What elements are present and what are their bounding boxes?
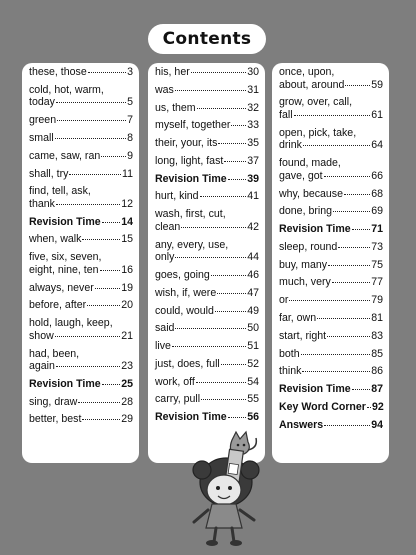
contents-entry [155, 358, 259, 371]
entry-line [279, 127, 383, 140]
girl-with-pencil-illustration [186, 430, 266, 548]
entry-title: these, those [29, 66, 87, 78]
dot-leader [175, 327, 246, 329]
contents-entry [279, 157, 383, 182]
entry-line-with-page [279, 401, 383, 414]
contents-entry [29, 396, 133, 409]
entry-line-with-page [29, 114, 133, 127]
contents-entry [155, 102, 259, 115]
contents-entry [155, 340, 259, 353]
contents-entry [155, 376, 259, 389]
entry-line-with-page [155, 376, 259, 389]
entry-line-with-page [279, 276, 383, 289]
entry-line-with-page [155, 269, 259, 282]
contents-entry [155, 137, 259, 150]
entry-line-with-page [279, 419, 383, 432]
entry-line-with-page [155, 358, 259, 371]
entry-title: much, very [279, 276, 331, 289]
dot-leader [294, 114, 371, 116]
entry-title: gave, got [279, 169, 323, 182]
entry-title: Revision Time [279, 223, 351, 236]
page-number: 12 [121, 197, 133, 210]
entry-title: once, upon, [279, 66, 335, 78]
page-number: 79 [371, 294, 383, 307]
entry-title: could, would [155, 304, 214, 317]
entry-title: thank [29, 197, 55, 210]
contents-entry [29, 168, 133, 181]
entry-title: when, walk [29, 233, 82, 246]
page-number: 71 [371, 223, 383, 236]
entry-title: again [29, 360, 55, 373]
entry-title: far, own [279, 311, 317, 324]
page-number: 11 [122, 167, 133, 180]
entry-title: cold, hot, warm, [29, 83, 104, 96]
page-number: 54 [247, 375, 259, 388]
dot-leader [191, 71, 246, 73]
entry-title: hurt, kind [155, 190, 199, 203]
contents-entry [29, 233, 133, 246]
contents-entry [279, 223, 383, 236]
contents-entry [155, 393, 259, 406]
entry-line-with-page [29, 378, 133, 391]
contents-entry [29, 251, 133, 276]
entry-line-with-page [29, 132, 133, 145]
contents-entry [29, 66, 133, 79]
page-number: 33 [247, 119, 259, 132]
dot-leader [352, 388, 371, 390]
dot-leader [56, 203, 120, 205]
page-number: 5 [127, 96, 133, 109]
entry-title: or [279, 294, 289, 307]
entry-line-with-page [155, 173, 259, 186]
dot-leader [56, 365, 120, 367]
contents-entry [29, 132, 133, 145]
entry-line-with-page [279, 241, 383, 254]
dot-leader [317, 317, 370, 319]
entry-line-with-page [29, 264, 133, 277]
contents-entry [279, 365, 383, 378]
entry-line-with-page [29, 330, 133, 343]
page-number: 51 [247, 340, 259, 353]
dot-leader [95, 287, 120, 289]
entry-title: wish, if, were [155, 286, 217, 299]
entry-line-with-page [279, 205, 383, 218]
contents-entry [29, 378, 133, 391]
entry-line-with-page [279, 109, 383, 122]
dot-leader [289, 299, 370, 301]
entry-line-with-page [155, 137, 259, 150]
dot-leader [87, 304, 120, 306]
contents-entry [155, 287, 259, 300]
entry-title: sing, draw [29, 395, 78, 408]
entry-line [29, 317, 133, 330]
contents-entry [155, 305, 259, 318]
contents-column-1 [22, 63, 139, 463]
contents-entry [29, 299, 133, 312]
entry-title: us, them [155, 101, 196, 114]
page-number: 19 [121, 281, 133, 294]
entry-title: show [29, 329, 54, 342]
entry-line-with-page [279, 79, 383, 92]
dot-leader [55, 137, 126, 139]
entry-line-with-page [155, 102, 259, 115]
dot-leader [200, 195, 247, 197]
dot-leader [221, 363, 246, 365]
contents-column-2 [148, 63, 265, 463]
entry-title: done, bring [279, 205, 333, 218]
entry-line-with-page [279, 188, 383, 201]
entry-title: Revision Time [29, 215, 101, 228]
entry-title: buy, many [279, 258, 328, 271]
page-number: 81 [371, 311, 383, 324]
dot-leader [345, 84, 370, 86]
entry-title: both [279, 347, 300, 360]
page-number: 41 [247, 190, 259, 203]
page-number: 7 [127, 114, 133, 127]
dot-leader [88, 71, 126, 73]
entry-title: was [155, 83, 174, 96]
entry-line-with-page [29, 282, 133, 295]
entry-title: before, after [29, 299, 87, 312]
entry-line [279, 96, 383, 109]
entry-line-with-page [29, 360, 133, 373]
entry-title: hold, laugh, keep, [29, 317, 113, 330]
dot-leader [82, 418, 120, 420]
dot-leader [55, 335, 120, 337]
contents-entry [155, 411, 259, 424]
page-number: 35 [247, 137, 259, 150]
dot-leader [327, 335, 370, 337]
contents-entry [29, 114, 133, 127]
entry-title: Revision Time [155, 411, 227, 424]
page-number: 85 [371, 347, 383, 360]
page-number: 32 [247, 101, 259, 114]
page-number: 68 [371, 187, 383, 200]
dot-leader [324, 424, 370, 426]
entry-line [155, 239, 259, 252]
page-title: Contents [148, 24, 266, 54]
page-number: 77 [371, 276, 383, 289]
contents-entry [155, 155, 259, 168]
entry-line-with-page [279, 330, 383, 343]
entry-title: live [155, 340, 171, 353]
entry-title: clean [155, 220, 181, 233]
contents-entry [29, 413, 133, 426]
dot-leader [328, 264, 370, 266]
entry-title: why, because [279, 187, 343, 200]
entry-title: carry, pull [155, 393, 201, 406]
contents-entry [279, 188, 383, 201]
dot-leader [100, 269, 121, 271]
entry-line-with-page [29, 198, 133, 211]
entry-title: five, six, seven, [29, 251, 102, 264]
dot-leader [78, 401, 120, 403]
contents-entry [155, 84, 259, 97]
entry-line-with-page [29, 216, 133, 229]
entry-title: had, been, [29, 347, 80, 360]
contents-entry [279, 330, 383, 343]
dot-leader [333, 210, 370, 212]
contents-entry [279, 241, 383, 254]
dot-leader [196, 381, 246, 383]
page-number: 49 [247, 304, 259, 317]
page-number: 44 [247, 251, 259, 264]
entry-line-with-page [279, 294, 383, 307]
entry-title: his, her [155, 66, 190, 78]
contents-entry [155, 269, 259, 282]
entry-title: drink [279, 139, 302, 152]
entry-title: eight, nine, ten [29, 263, 99, 276]
contents-entry [29, 150, 133, 163]
dot-leader [102, 383, 121, 385]
entry-line-with-page [279, 348, 383, 361]
contents-entry [279, 259, 383, 272]
page-number: 86 [371, 365, 383, 378]
page-number: 25 [121, 377, 133, 390]
page-number: 47 [247, 286, 259, 299]
contents-entry [279, 127, 383, 152]
dot-leader [197, 107, 247, 109]
entry-line-with-page [279, 365, 383, 378]
entry-line-with-page [155, 155, 259, 168]
entry-line-with-page [155, 305, 259, 318]
contents-entry [279, 401, 383, 414]
entry-line-with-page [29, 168, 133, 181]
page-number: 75 [371, 258, 383, 271]
page-number: 59 [371, 78, 383, 91]
contents-entry [29, 185, 133, 210]
dot-leader [352, 228, 371, 230]
contents-entry [29, 84, 133, 109]
dot-leader [217, 292, 246, 294]
dot-leader [228, 416, 247, 418]
entry-line-with-page [279, 223, 383, 236]
contents-entry [155, 239, 259, 264]
entry-title: said [155, 322, 175, 335]
page-number: 39 [247, 172, 259, 185]
page-number: 28 [121, 395, 133, 408]
entry-line-with-page [155, 411, 259, 424]
dot-leader [215, 310, 246, 312]
entry-line [279, 66, 383, 79]
dot-leader [172, 345, 246, 347]
page-number: 14 [121, 215, 133, 228]
entry-line-with-page [155, 84, 259, 97]
entry-line [29, 348, 133, 361]
page-number: 20 [121, 299, 133, 312]
page-number: 37 [247, 154, 259, 167]
page-number: 21 [121, 329, 133, 342]
contents-entry [155, 173, 259, 186]
entry-line [155, 208, 259, 221]
entry-line-with-page [155, 340, 259, 353]
page-number: 9 [127, 149, 133, 162]
dot-leader [302, 370, 370, 372]
contents-entry [279, 294, 383, 307]
page-number: 50 [247, 322, 259, 335]
contents-entry [279, 205, 383, 218]
contents-entry [279, 383, 383, 396]
page-number: 52 [247, 357, 259, 370]
entry-line-with-page [279, 170, 383, 183]
dot-leader [228, 178, 247, 180]
entry-title: start, right [279, 329, 327, 342]
dot-leader [301, 353, 371, 355]
entry-title: only [155, 251, 175, 264]
page-number: 31 [247, 83, 259, 96]
contents-entry [29, 348, 133, 373]
entry-title: about, around [279, 78, 345, 91]
page-number: 87 [371, 383, 383, 396]
entry-title: always, never [29, 281, 94, 294]
entry-line-with-page [155, 221, 259, 234]
entry-title: goes, going [155, 269, 210, 281]
contents-entry [279, 96, 383, 121]
entry-title: Key Word Corner [279, 400, 366, 413]
entry-line-with-page [279, 259, 383, 272]
dot-leader [175, 89, 246, 91]
entry-line-with-page [29, 396, 133, 409]
page-number: 30 [247, 66, 259, 78]
page-number: 56 [247, 411, 259, 424]
dot-leader [181, 226, 246, 228]
entry-title: came, saw, ran [29, 149, 101, 162]
contents-entry [29, 282, 133, 295]
contents-entry [279, 348, 383, 361]
contents-entry [155, 322, 259, 335]
entry-line-with-page [279, 139, 383, 152]
entry-line-with-page [155, 287, 259, 300]
dot-leader [338, 246, 370, 248]
entry-line [29, 251, 133, 264]
entry-title: Revision Time [29, 377, 101, 390]
entry-line-with-page [29, 233, 133, 246]
contents-entry [155, 208, 259, 233]
entry-title: just, does, full [155, 357, 220, 370]
entry-line-with-page [155, 251, 259, 264]
entry-title: open, pick, take, [279, 126, 357, 139]
page-number: 3 [127, 66, 133, 78]
dot-leader [224, 160, 246, 162]
entry-line [29, 185, 133, 198]
page-number: 23 [121, 360, 133, 373]
entry-title: wash, first, cut, [155, 208, 226, 221]
entry-title: found, made, [279, 157, 341, 170]
entry-line [279, 157, 383, 170]
entry-line-with-page [29, 299, 133, 312]
entry-title: Answers [279, 418, 324, 431]
contents-entry [155, 66, 259, 79]
page-number: 92 [371, 400, 384, 413]
contents-entry [155, 190, 259, 203]
entry-line-with-page [29, 66, 133, 79]
entry-line-with-page [155, 190, 259, 203]
entry-title: long, light, fast [155, 154, 224, 167]
entry-title: myself, together [155, 119, 231, 132]
contents-entry [29, 317, 133, 342]
dot-leader [218, 142, 246, 144]
dot-leader [201, 398, 246, 400]
entry-line-with-page [279, 383, 383, 396]
contents-entry [155, 119, 259, 132]
dot-leader [231, 124, 246, 126]
page-number: 8 [127, 131, 133, 144]
entry-line-with-page [29, 96, 133, 109]
dot-leader [175, 256, 246, 258]
page-number: 61 [371, 108, 383, 121]
entry-line-with-page [155, 393, 259, 406]
dot-leader [57, 119, 126, 121]
page-number: 83 [371, 329, 383, 342]
entry-title: work, off [155, 375, 195, 388]
contents-entry [279, 66, 383, 91]
entry-line-with-page [155, 322, 259, 335]
entry-line-with-page [155, 119, 259, 132]
entry-line-with-page [29, 413, 133, 426]
contents-entry [29, 216, 133, 229]
entry-title: today [29, 96, 55, 109]
entry-title: small [29, 131, 54, 144]
page-number: 55 [247, 393, 259, 406]
dot-leader [324, 175, 371, 177]
page-number: 46 [247, 269, 259, 281]
entry-title: grow, over, call, [279, 96, 353, 109]
entry-title: think [279, 365, 302, 378]
entry-title: shall, try [29, 167, 69, 180]
dot-leader [56, 101, 126, 103]
entry-title: fall [279, 108, 293, 121]
page-number: 73 [371, 240, 383, 253]
dot-leader [303, 144, 370, 146]
dot-leader [367, 406, 371, 408]
dot-leader [211, 274, 246, 276]
page-number: 42 [247, 220, 259, 233]
entry-title: find, tell, ask, [29, 185, 91, 198]
entry-title: green [29, 114, 57, 127]
page-number: 66 [371, 169, 383, 182]
entry-line-with-page [279, 312, 383, 325]
dot-leader [344, 193, 370, 195]
page-number: 94 [371, 418, 383, 431]
entry-line-with-page [155, 66, 259, 79]
dot-leader [82, 238, 120, 240]
entry-line-with-page [29, 150, 133, 163]
dot-leader [69, 173, 121, 175]
entry-title: Revision Time [155, 172, 227, 185]
dot-leader [332, 281, 370, 283]
contents-entry [279, 419, 383, 432]
contents-entry [279, 276, 383, 289]
entry-title: their, your, its [155, 137, 218, 150]
page-number: 64 [371, 139, 383, 152]
contents-column-3 [272, 63, 389, 463]
entry-title: Revision Time [279, 383, 351, 396]
page-number: 29 [121, 413, 133, 426]
page-number: 15 [121, 233, 133, 246]
entry-title: sleep, round [279, 240, 338, 253]
entry-line [29, 84, 133, 97]
contents-entry [279, 312, 383, 325]
dot-leader [101, 155, 126, 157]
page-number: 16 [121, 263, 133, 276]
dot-leader [102, 221, 121, 223]
entry-title: any, every, use, [155, 238, 229, 251]
page-number: 69 [371, 205, 383, 218]
entry-title: better, best [29, 413, 82, 426]
